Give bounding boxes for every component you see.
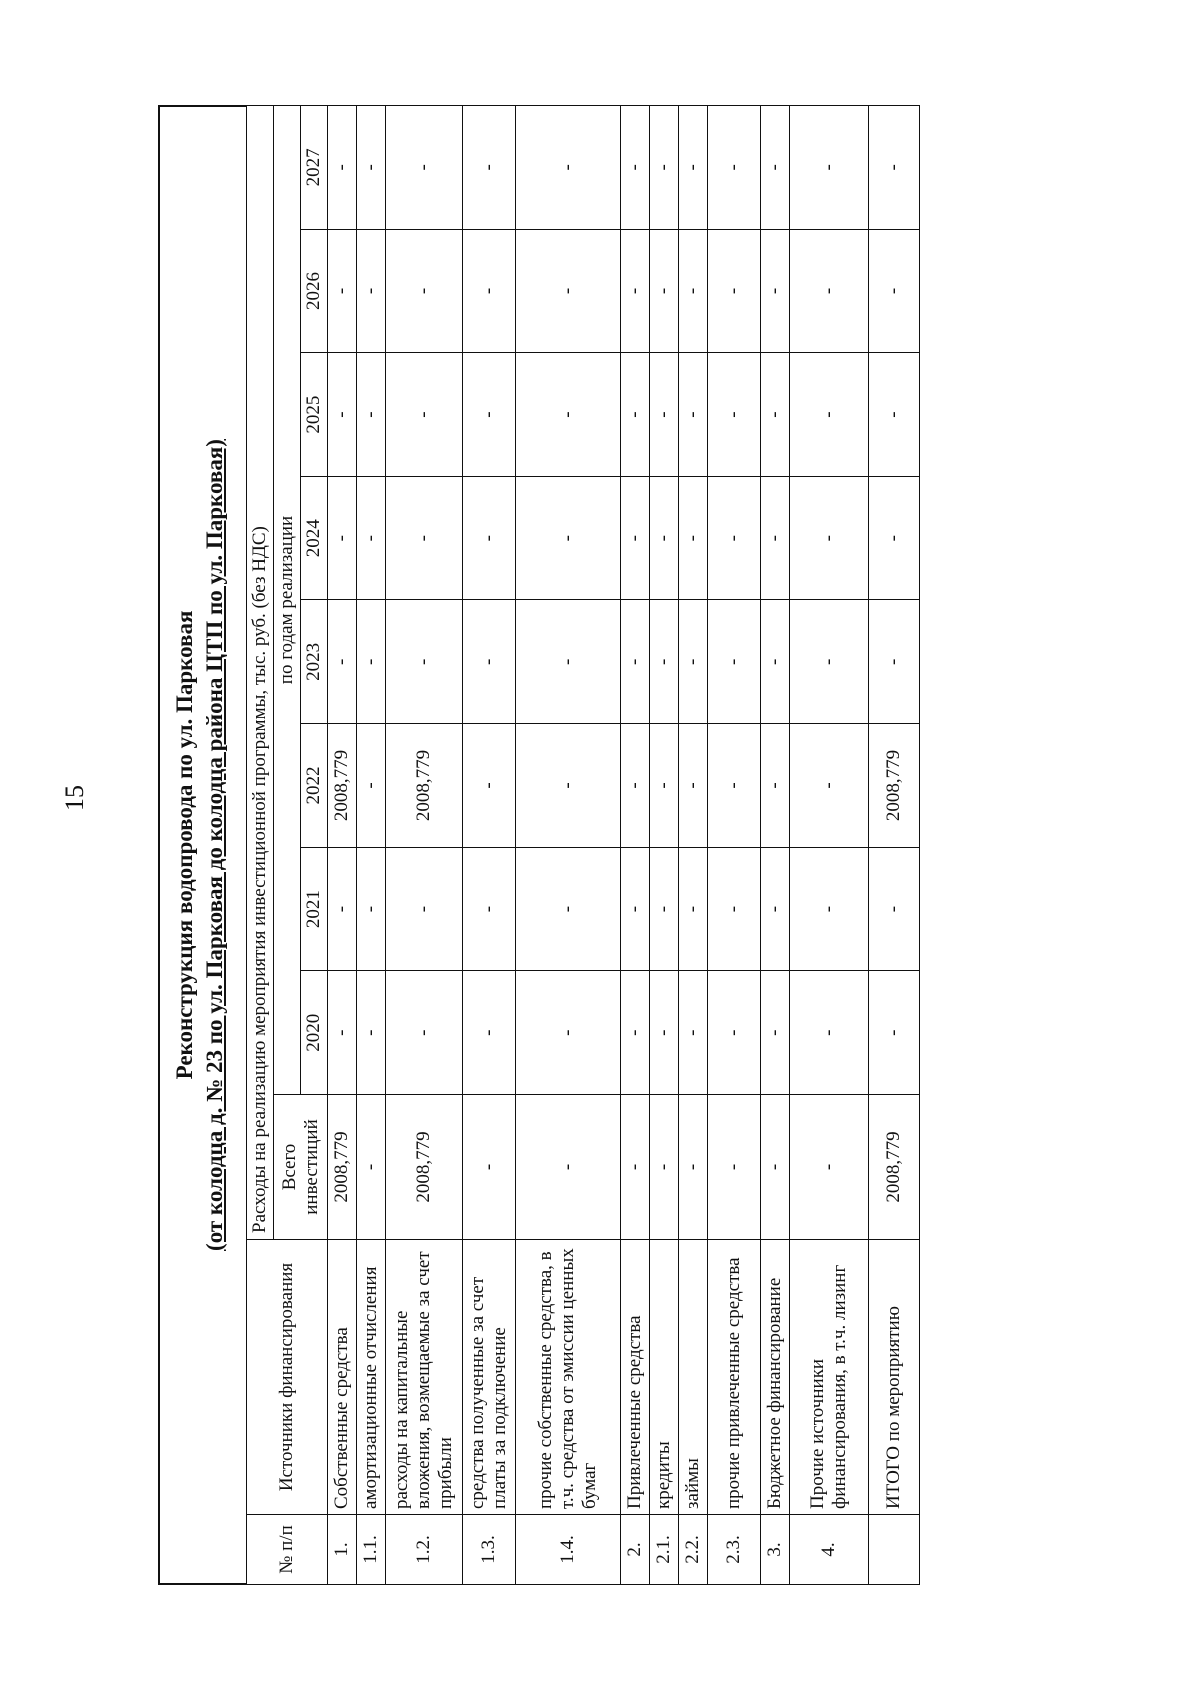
- row-value: -: [708, 476, 761, 600]
- row-value: -: [463, 600, 516, 724]
- row-value: -: [463, 971, 516, 1095]
- row-value: -: [679, 971, 708, 1095]
- row-value: -: [869, 106, 920, 230]
- header-year: 2021: [301, 847, 328, 971]
- row-value: -: [679, 106, 708, 230]
- row-num: 1.1.: [357, 1515, 386, 1585]
- row-value: -: [463, 724, 516, 848]
- row-value: -: [516, 600, 621, 724]
- row-value: -: [708, 724, 761, 848]
- header-year: 2020: [301, 971, 328, 1095]
- row-source: кредиты: [650, 1240, 679, 1515]
- row-value: -: [328, 106, 357, 230]
- row-value: -: [869, 847, 920, 971]
- row-value: -: [328, 476, 357, 600]
- table-row: [386, 106, 463, 1585]
- table-row: [328, 106, 357, 1585]
- row-total: -: [650, 1095, 679, 1240]
- row-value: -: [516, 106, 621, 230]
- row-source: ИТОГО по мероприятию: [869, 1240, 920, 1515]
- table-row: [516, 106, 621, 1585]
- header-by-years: по годам реализации: [274, 106, 301, 1095]
- row-source: Бюджетное финансирование: [761, 1240, 790, 1515]
- row-value: -: [621, 600, 650, 724]
- row-num: 2.: [621, 1515, 650, 1585]
- row-value: -: [621, 353, 650, 477]
- row-value: -: [328, 353, 357, 477]
- row-total: -: [761, 1095, 790, 1240]
- row-value: -: [679, 476, 708, 600]
- header-year: 2023: [301, 600, 328, 724]
- table-row: [761, 106, 790, 1585]
- row-num: 4.: [790, 1515, 869, 1585]
- row-value: 2008,779: [386, 724, 463, 848]
- row-total: -: [516, 1095, 621, 1240]
- row-total: 2008,779: [869, 1095, 920, 1240]
- row-value: -: [761, 353, 790, 477]
- row-total: 2008,779: [386, 1095, 463, 1240]
- row-value: -: [621, 847, 650, 971]
- row-value: -: [708, 971, 761, 1095]
- row-value: -: [386, 106, 463, 230]
- header-year: 2027: [301, 106, 328, 230]
- row-num: 1.2.: [386, 1515, 463, 1585]
- row-value: -: [790, 353, 869, 477]
- row-total: -: [708, 1095, 761, 1240]
- row-value: -: [790, 724, 869, 848]
- row-value: -: [650, 600, 679, 724]
- row-value: -: [761, 847, 790, 971]
- row-value: -: [790, 476, 869, 600]
- row-value: -: [679, 353, 708, 477]
- header-year: 2025: [301, 353, 328, 477]
- table-row: [463, 106, 516, 1585]
- row-value: -: [328, 847, 357, 971]
- title-block: [158, 105, 246, 1585]
- table-row: [357, 106, 386, 1585]
- row-value: -: [761, 229, 790, 353]
- row-value: -: [869, 229, 920, 353]
- row-value: -: [708, 600, 761, 724]
- row-value: -: [386, 353, 463, 477]
- row-value: -: [679, 847, 708, 971]
- row-value: -: [650, 106, 679, 230]
- row-value: -: [357, 229, 386, 353]
- row-num: 2.3.: [708, 1515, 761, 1585]
- row-value: -: [357, 353, 386, 477]
- header-num: № п/п: [247, 1515, 328, 1585]
- row-value: -: [516, 847, 621, 971]
- row-value: -: [357, 847, 386, 971]
- row-num: [869, 1515, 920, 1585]
- row-value: -: [708, 106, 761, 230]
- row-num: 1.4.: [516, 1515, 621, 1585]
- row-value: -: [679, 229, 708, 353]
- row-total: -: [463, 1095, 516, 1240]
- row-value: -: [761, 106, 790, 230]
- row-source: прочие привлеченные средства: [708, 1240, 761, 1515]
- table-row: [708, 106, 761, 1585]
- row-value: -: [650, 353, 679, 477]
- table-row: [679, 106, 708, 1585]
- header-source: Источники финансирования: [247, 1240, 328, 1515]
- row-value: -: [679, 600, 708, 724]
- row-value: -: [761, 971, 790, 1095]
- row-num: 2.1.: [650, 1515, 679, 1585]
- row-total: -: [790, 1095, 869, 1240]
- row-value: -: [386, 847, 463, 971]
- row-source: амортизационные отчисления: [357, 1240, 386, 1515]
- row-value: -: [463, 106, 516, 230]
- row-value: -: [386, 476, 463, 600]
- row-value: -: [650, 476, 679, 600]
- row-value: -: [708, 847, 761, 971]
- row-value: -: [650, 971, 679, 1095]
- row-value: -: [516, 971, 621, 1095]
- header-expenses: Расходы на реализацию мероприятия инвестиционной программы, тыс. руб. (без НДС): [247, 106, 274, 1240]
- row-value: -: [516, 353, 621, 477]
- row-value: -: [357, 600, 386, 724]
- header-total: Всего инвестиций: [274, 1095, 328, 1240]
- row-value: -: [328, 600, 357, 724]
- row-value: -: [679, 724, 708, 848]
- row-total: -: [621, 1095, 650, 1240]
- row-value: -: [869, 971, 920, 1095]
- table-row: [650, 106, 679, 1585]
- header-year: 2024: [301, 476, 328, 600]
- row-num: 3.: [761, 1515, 790, 1585]
- header-year: 2026: [301, 229, 328, 353]
- row-source: расходы на капитальные вложения, возмещаемые за счет прибыли: [386, 1240, 463, 1515]
- row-value: -: [621, 106, 650, 230]
- financing-sheet: [158, 105, 910, 1585]
- row-value: -: [621, 724, 650, 848]
- table-row: [621, 106, 650, 1585]
- table-row-total: [869, 106, 920, 1585]
- row-value: -: [650, 724, 679, 848]
- row-value: -: [463, 476, 516, 600]
- row-value: -: [621, 971, 650, 1095]
- row-value: -: [761, 476, 790, 600]
- row-value: -: [869, 476, 920, 600]
- row-source: прочие собственные средства, в т.ч. средства от эмиссии ценных бумаг: [516, 1240, 621, 1515]
- row-value: -: [328, 971, 357, 1095]
- row-source: средства полученные за счет платы за подключение: [463, 1240, 516, 1515]
- row-value: -: [761, 600, 790, 724]
- row-value: -: [463, 847, 516, 971]
- row-value: -: [516, 229, 621, 353]
- row-value: -: [357, 724, 386, 848]
- row-value: -: [708, 353, 761, 477]
- row-value: -: [790, 847, 869, 971]
- row-total: 2008,779: [328, 1095, 357, 1240]
- row-value: -: [869, 353, 920, 477]
- row-total: -: [357, 1095, 386, 1240]
- row-value: -: [790, 971, 869, 1095]
- row-num: 1.: [328, 1515, 357, 1585]
- title-line-1: Реконструкция водопровода по ул. Парковая: [172, 610, 197, 1080]
- title-line-2: (от колодца д. № 23 по ул. Парковая до колодца района ЦТП по ул. Парковая): [202, 439, 227, 1251]
- row-value: -: [516, 724, 621, 848]
- row-value: -: [621, 229, 650, 353]
- row-source: займы: [679, 1240, 708, 1515]
- row-value: -: [708, 229, 761, 353]
- row-source: Собственные средства: [328, 1240, 357, 1515]
- row-value: -: [790, 229, 869, 353]
- row-value: -: [463, 353, 516, 477]
- row-total: -: [679, 1095, 708, 1240]
- row-value: 2008,779: [328, 724, 357, 848]
- row-value: -: [790, 106, 869, 230]
- row-value: -: [357, 106, 386, 230]
- row-source: Привлеченные средства: [621, 1240, 650, 1515]
- row-value: -: [621, 476, 650, 600]
- row-value: -: [357, 476, 386, 600]
- row-source: Прочие источники финансирования, в т.ч. лизинг: [790, 1240, 869, 1515]
- row-value: -: [650, 847, 679, 971]
- row-value: -: [790, 600, 869, 724]
- row-value: -: [869, 600, 920, 724]
- row-value: -: [761, 724, 790, 848]
- financing-table: [246, 105, 920, 1585]
- row-value: 2008,779: [869, 724, 920, 848]
- row-value: -: [386, 600, 463, 724]
- row-value: -: [463, 229, 516, 353]
- row-value: -: [328, 229, 357, 353]
- row-value: -: [357, 971, 386, 1095]
- row-value: -: [386, 971, 463, 1095]
- page-number: 15: [60, 785, 89, 811]
- row-value: -: [386, 229, 463, 353]
- header-year: 2022: [301, 724, 328, 848]
- row-num: 2.2.: [679, 1515, 708, 1585]
- row-num: 1.3.: [463, 1515, 516, 1585]
- row-value: -: [516, 476, 621, 600]
- row-value: -: [650, 229, 679, 353]
- table-row: [790, 106, 869, 1585]
